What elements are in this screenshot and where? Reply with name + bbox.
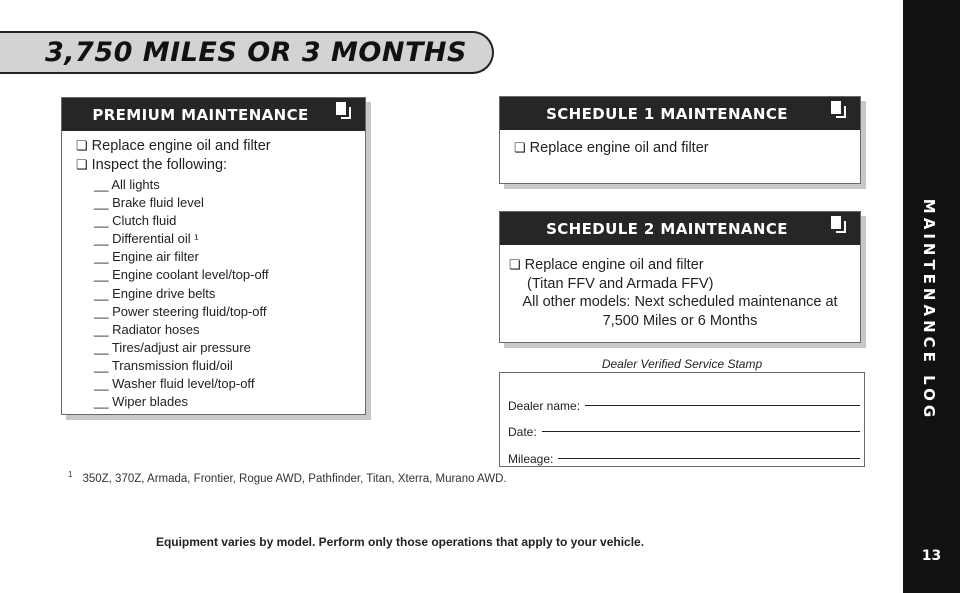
schedule-2-title: SCHEDULE 2 MAINTENANCE [546,219,788,238]
inspection-list [76,176,351,411]
mileage-label: Mileage: [508,451,554,466]
checklist-item: ❏ Inspect the following: [76,156,351,175]
inspection-item: __ Differential oil ¹ [94,230,351,248]
premium-maintenance-title: PREMIUM MAINTENANCE [92,105,309,124]
schedule-1-header [500,97,860,130]
dealer-name-field[interactable] [585,404,860,406]
page-number: 13 [921,548,942,564]
inspection-item: __ Transmission fluid/oil [94,357,351,375]
inspection-item: __ Washer fluid level/top-off [94,375,351,393]
premium-maintenance-header [62,98,365,131]
premium-maintenance-box [61,97,366,415]
checkbox-icon [836,221,846,233]
inspection-item: __ Power steering fluid/top-off [94,303,351,321]
checkbox-icon [836,106,846,118]
next-maintenance-interval: 7,500 Miles or 6 Months [602,312,758,329]
checklist-item-note: (Titan FFV and Armada FFV) [527,275,714,292]
inspection-item: __ Engine air filter [94,248,351,266]
mileage-row [508,439,864,466]
date-row [508,413,864,440]
date-field[interactable] [542,430,860,432]
inspection-item: __ Engine coolant level/top-off [94,266,351,284]
mileage-field[interactable] [558,457,860,459]
inspection-item: __ Wiper blades [94,393,351,411]
inspection-item: __ Engine drive belts [94,285,351,303]
schedule-1-box [499,96,861,184]
date-label: Date: [508,425,537,439]
checklist-item: ❏ Replace engine oil and filter [76,137,351,156]
schedule-1-title: SCHEDULE 1 MAINTENANCE [546,104,788,123]
checklist-item: ❏ Replace engine oil and filter [509,256,851,275]
schedule-2-header [500,212,860,245]
inspection-item: __ Radiator hoses [94,321,351,339]
other-models-note: All other models: Next scheduled maintenance at [522,294,838,310]
dealer-stamp-box [499,372,865,467]
inspection-item: __ Brake fluid level [94,194,351,212]
inspection-item: __ Tires/adjust air pressure [94,339,351,357]
equipment-note: Equipment varies by model. Perform only those operations that apply to your vehicle. [155,535,645,549]
schedule-2-box [499,211,861,343]
dealer-name-row [508,386,864,413]
inspection-item: __ All lights [94,176,351,194]
stamp-caption: Dealer Verified Service Stamp [601,357,763,371]
checklist-item: ❏ Replace engine oil and filter [514,139,846,158]
side-tab-title: MAINTENANCE LOG [920,198,938,422]
dealer-name-label: Dealer name: [508,398,581,413]
inspection-item: __ Clutch fluid [94,212,351,230]
footnote [68,470,507,485]
footnote-text: 350Z, 370Z, Armada, Frontier, Rogue AWD, Pathfinder, Titan, Xterra, Murano AWD. [82,472,507,485]
checkbox-icon [341,107,351,119]
footnote-marker: 1 [68,470,73,479]
page-title: 3,750 MILES OR 3 MONTHS [45,37,467,68]
